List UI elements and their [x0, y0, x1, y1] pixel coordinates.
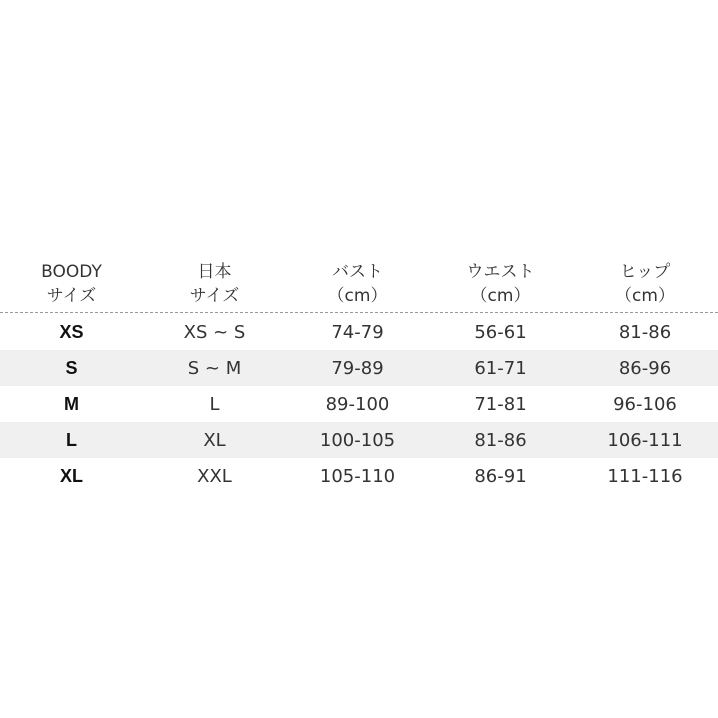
header-line: BOODY — [41, 262, 102, 282]
hip-cell: 81-86 — [618, 321, 672, 343]
hip-cell: 106-111 — [607, 429, 683, 451]
waist-cell: 81-86 — [474, 429, 527, 451]
japan-size-cell: S ~ M — [187, 357, 242, 379]
bust-cell: 74-79 — [331, 321, 384, 343]
waist-cell: 71-81 — [474, 393, 527, 415]
table-row — [0, 350, 718, 386]
table-row — [0, 386, 718, 422]
boody-size-cell: XS — [59, 321, 84, 342]
header-line: ウエスト — [466, 262, 535, 282]
bust-cell: 105-110 — [319, 465, 396, 487]
table-header-row — [0, 256, 718, 313]
header-line: 日本 — [197, 262, 232, 282]
header-line: ヒップ — [619, 262, 671, 282]
bust-cell: 79-89 — [331, 357, 384, 379]
table-row — [0, 314, 718, 350]
boody-size-cell: M — [64, 393, 79, 414]
japan-size-cell: XXL — [197, 465, 232, 487]
boody-size-cell: S — [65, 357, 78, 378]
hip-cell: 86-96 — [618, 357, 672, 379]
header-waist — [429, 256, 572, 312]
boody-size-cell: XL — [59, 465, 83, 486]
hip-cell: 96-106 — [613, 393, 677, 415]
japan-size-cell: XS ~ S — [183, 321, 246, 343]
size-chart-table — [0, 256, 718, 494]
header-line: サイズ — [46, 286, 97, 306]
header-line: （cm） — [615, 286, 675, 306]
bust-cell: 100-105 — [319, 429, 396, 451]
waist-cell: 56-61 — [474, 321, 527, 343]
bust-cell: 89-100 — [325, 393, 390, 415]
header-line: （cm） — [470, 286, 531, 306]
japan-size-cell: L — [209, 393, 220, 415]
japan-size-cell: XL — [203, 429, 226, 451]
header-japan-size — [143, 256, 286, 312]
header-hip — [572, 256, 718, 312]
header-bust — [286, 256, 429, 312]
header-line: バスト — [332, 262, 383, 282]
waist-cell: 61-71 — [474, 357, 527, 379]
hip-cell: 111-116 — [607, 465, 683, 487]
header-boody-size — [0, 256, 143, 312]
header-line: （cm） — [327, 286, 388, 306]
waist-cell: 86-91 — [474, 465, 527, 487]
table-row — [0, 458, 718, 494]
header-line: サイズ — [189, 286, 240, 306]
boody-size-cell: L — [66, 429, 77, 450]
table-row — [0, 422, 718, 458]
